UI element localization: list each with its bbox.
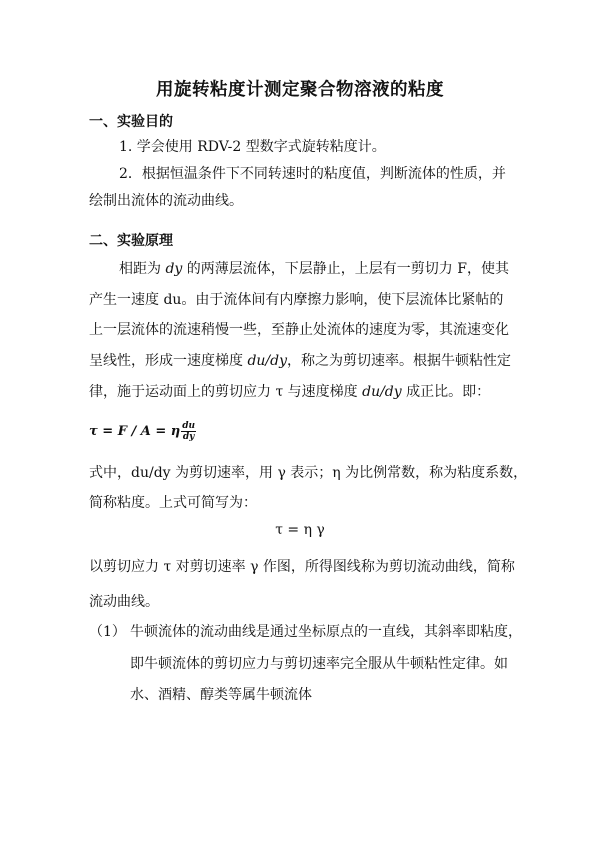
newton-viscosity-formula: [89, 414, 196, 448]
flow-curve-line-1: 以剪切应力 τ 对剪切速率 γ 作图，所得图线称为剪切流动曲线，简称: [89, 559, 515, 575]
newtonian-line-1: 牛顿流体的流动曲线是通过坐标原点的一直线，其斜率即粘度，: [130, 624, 522, 640]
principle-line-4: [89, 352, 511, 370]
fraction-denominator: dy: [182, 431, 195, 442]
principle-line-5: [89, 383, 490, 401]
italic-dudy: du/dy: [247, 353, 288, 369]
explain-line-2: 简称粘度。上式可简写为：: [89, 495, 257, 511]
purpose-item-2: 2．根据恒温条件下不同转速时的粘度值，判断流体的性质，并: [119, 166, 506, 182]
text-span: 律，施于运动面上的剪切应力 τ 与速度梯度: [89, 384, 363, 400]
section-heading-principle: 二、实验原理: [89, 233, 173, 249]
section-heading-purpose: 一、实验目的: [89, 114, 173, 130]
page-title: 用旋转粘度计测定聚合物溶液的粘度: [156, 80, 444, 100]
fraction-numerator: du: [182, 420, 196, 431]
list-marker-1: （1）: [89, 624, 126, 640]
purpose-item-2-cont: 绘制出流体的流动曲线。: [89, 193, 243, 209]
text-span: 呈线性，形成一速度梯度: [89, 353, 248, 369]
principle-line-1: [119, 260, 509, 278]
italic-dy: dy: [165, 261, 183, 277]
italic-dudy: du/dy: [362, 384, 402, 400]
principle-line-3: 上一层流体的流速稍慢一些，至静止处流体的速度为零，其流速变化: [89, 322, 509, 338]
formula-fraction: [181, 421, 196, 442]
text-span: 成正比。即：: [401, 384, 491, 400]
text-span: ，称之为剪切速率。根据牛顿粘性定: [287, 353, 512, 369]
text-span: 相距为: [119, 261, 166, 277]
purpose-item-1: 1. 学会使用 RDV-2 型数字式旋转粘度计。: [119, 139, 386, 155]
newtonian-line-3: 水、酒精、醇类等属牛顿流体: [130, 687, 312, 703]
principle-line-2: 产生一速度 du。由于流体间有内摩擦力影响，使下层流体比紧帖的: [89, 292, 504, 308]
flow-curve-line-2: 流动曲线。: [89, 594, 159, 610]
explain-line-1: 式中，du/dy 为剪切速率，用 γ 表示；η 为比例常数，称为粘度系数，: [89, 465, 528, 481]
formula-lhs: τ = F / A = η: [89, 423, 181, 439]
simplified-formula: τ = η γ: [275, 522, 325, 538]
text-span: 的两薄层流体，下层静止，上层有一剪切力 F，使其: [182, 261, 509, 277]
newtonian-line-2: 即牛顿流体的剪切应力与剪切速率完全服从牛顿粘性定律。如: [130, 656, 508, 672]
